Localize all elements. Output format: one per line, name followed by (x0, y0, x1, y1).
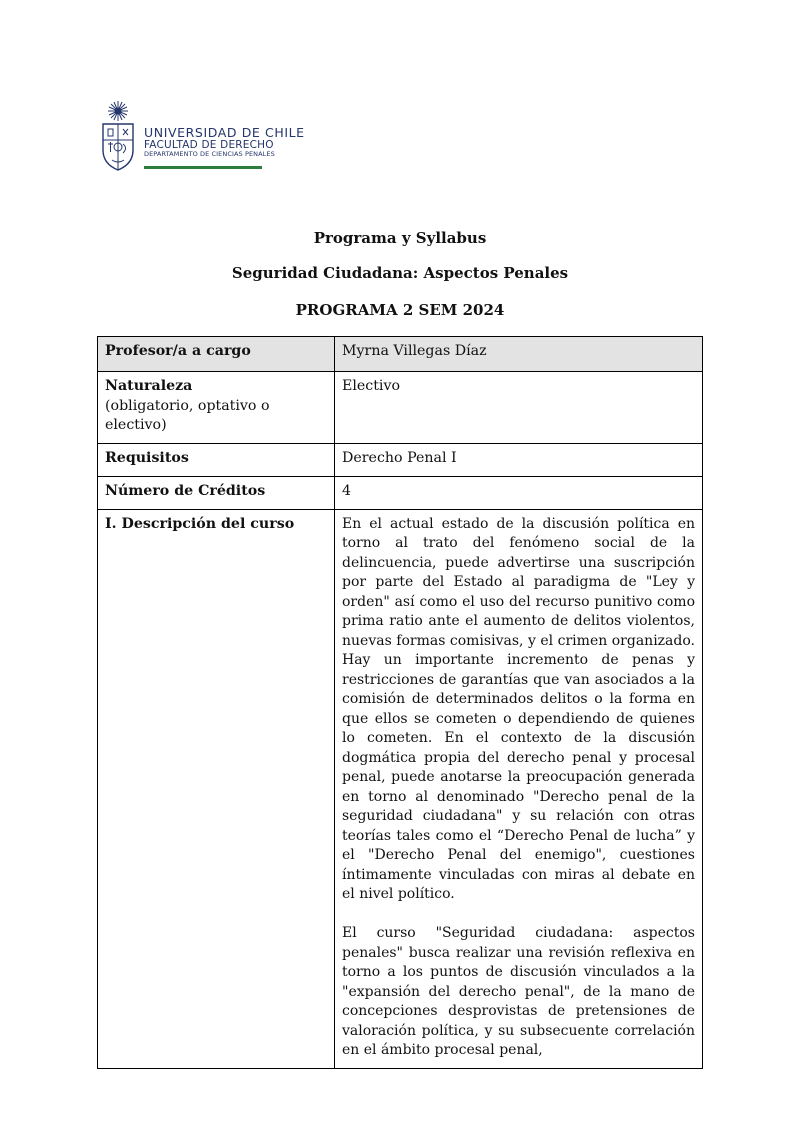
university-name: UNIVERSIDAD DE CHILE (144, 125, 305, 140)
syllabus-table (97, 336, 703, 1069)
logo-accent-bar (144, 166, 262, 169)
table-row-requisitos (98, 443, 703, 476)
profesor-value: Myrna Villegas Díaz (335, 337, 703, 372)
naturaleza-label: Naturaleza (105, 378, 193, 394)
table-row-creditos (98, 476, 703, 509)
faculty-name: FACULTAD DE DERECHO (144, 138, 274, 151)
naturaleza-cell (98, 372, 335, 444)
program-term: PROGRAMA 2 SEM 2024 (295, 301, 505, 319)
table-row-descripcion (98, 509, 703, 1068)
university-logo (100, 100, 305, 172)
logo-text-block (144, 126, 305, 158)
university-crest-icon (100, 100, 136, 172)
creditos-value: 4 (335, 476, 703, 509)
descripcion-paragraph-2: El curso "Seguridad ciudadana: aspectos penales" busca realizar una revisión reflexiva en torno a los puntos de discusión vinculados a la "expansión del derecho penal", de la mano de concepciones desprovistas de pretensiones de valoración política, y su subsecuente correlación en el ámbito procesal penal, (342, 925, 695, 1059)
creditos-label: Número de Créditos (98, 476, 335, 509)
naturaleza-value: Electivo (335, 372, 703, 444)
department-name: DEPARTAMENTO DE CIENCIAS PENALES (144, 150, 275, 159)
requisitos-value: Derecho Penal I (335, 443, 703, 476)
table-row-naturaleza (98, 372, 703, 444)
course-title: Seguridad Ciudadana: Aspectos Penales (231, 264, 569, 282)
document-title: Programa y Syllabus (313, 229, 487, 247)
descripcion-label: I. Descripción del curso (98, 509, 335, 1068)
profesor-label: Profesor/a a cargo (98, 337, 335, 372)
descripcion-paragraph-1: En el actual estado de la discusión política en torno al trato del fenómeno social de la delincuencia, puede advertirse una suscripción por parte del Estado al paradigma de "Ley y orden" así como el uso del recurso punitivo como prima ratio ante el aumento de delitos violentos, nuevas formas comisivas, y el crimen organizado. Hay un importante incremento de penas y restricciones de garantías que van asociados a la comisión de determinados delitos o la forma en que ellos se cometen o dependiendo de quienes lo cometen. En el contexto de la discusión dogmática propia del derecho penal y procesal penal, puede anotarse la preocupación generada en torno al denominado "Derecho penal de la seguridad ciudadana" y su relación con otras teorías tales como el “Derecho Penal de lucha” y el "Derecho Penal del enemigo", cuestiones íntimamente vinculadas con miras al debate en el nivel político. (342, 515, 695, 902)
descripcion-value (335, 509, 703, 1068)
requisitos-label: Requisitos (98, 443, 335, 476)
naturaleza-sublabel: (obligatorio, optativo o electivo) (105, 397, 270, 433)
table-row-profesor (98, 337, 703, 372)
